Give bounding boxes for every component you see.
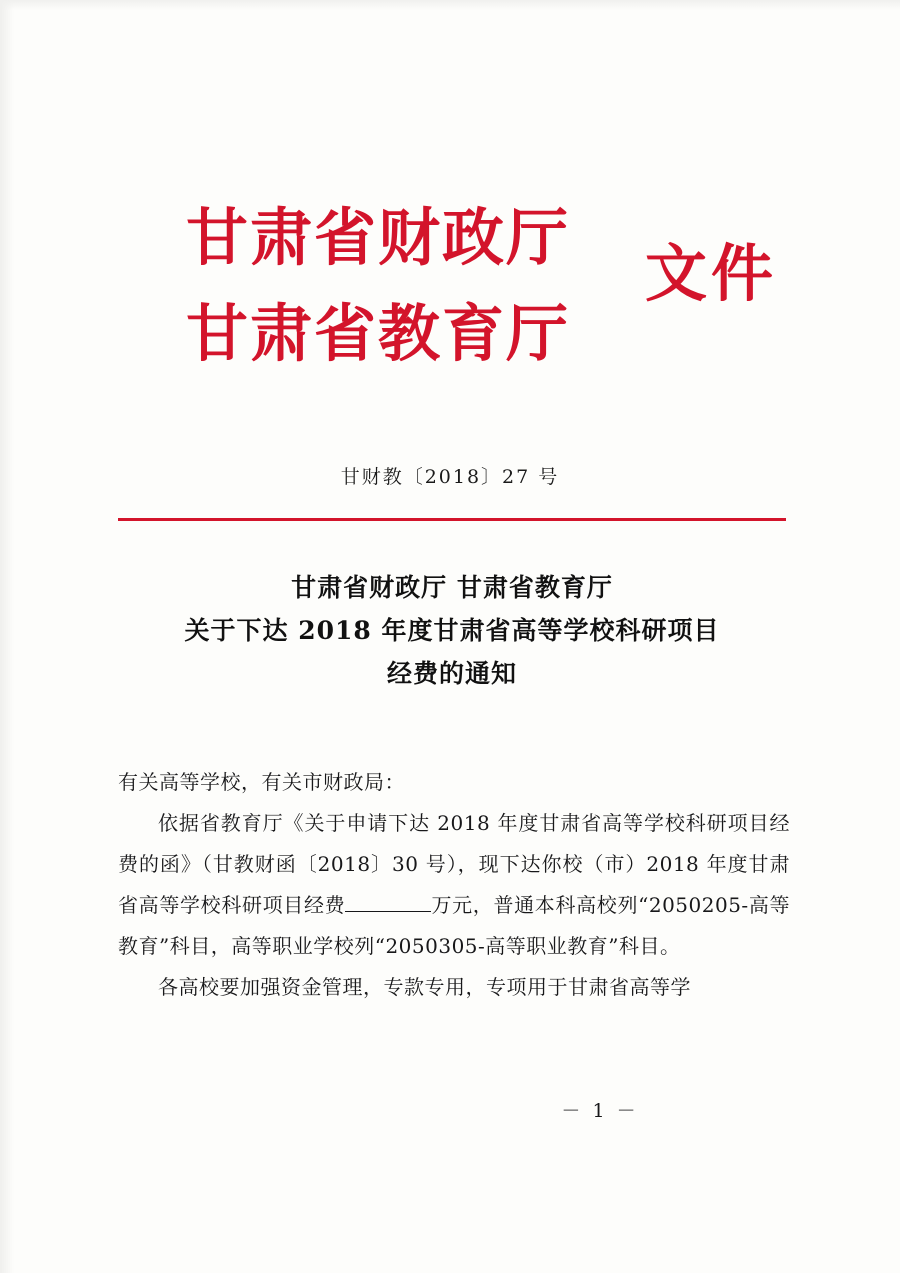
red-divider-rule xyxy=(118,518,786,521)
amount-blank-fill xyxy=(345,911,431,912)
body-paragraph-1-part-2: 万元，普通本科高校列“2050205-高等教育”科目，高等职业学校列“2050305-高等职业教育”科目。 xyxy=(118,893,790,958)
masthead-line-2: 甘肃省教育厅 xyxy=(185,297,570,370)
body-paragraph-1-part-1: 依据省教育厅《关于申请下达 2018 年度甘肃省高等学校科研项目经费的函》（甘教财函〔2018〕30 号），现下达你校（市）2018 年度甘肃省高等学校科研项目经费 xyxy=(118,811,790,917)
title-line-3: 经费的通知 xyxy=(386,659,517,688)
document-number: 甘财教〔2018〕27 号 xyxy=(340,466,560,488)
scan-edge-top xyxy=(0,0,900,10)
masthead xyxy=(0,190,900,410)
body-paragraph-1 xyxy=(118,803,790,967)
body-salutation: 有关高等学校，有关市财政局： xyxy=(118,770,405,794)
masthead-suffix-wenjian: 文件 xyxy=(645,237,778,310)
title-line-1: 甘肃省财政厅 甘肃省教育厅 xyxy=(291,573,613,602)
page-number xyxy=(0,1096,900,1123)
document-body xyxy=(118,762,790,1008)
masthead-line-1: 甘肃省财政厅 xyxy=(185,201,570,274)
document-title xyxy=(118,566,786,695)
body-paragraph-2: 各高校要加强资金管理，专款专用，专项用于甘肃省高等学 xyxy=(158,975,691,999)
page-number-value: － 1 － xyxy=(561,1100,639,1122)
masthead-agency-names xyxy=(118,190,638,382)
title-line-2: 关于下达 2018 年度甘肃省高等学校科研项目 xyxy=(184,616,720,645)
